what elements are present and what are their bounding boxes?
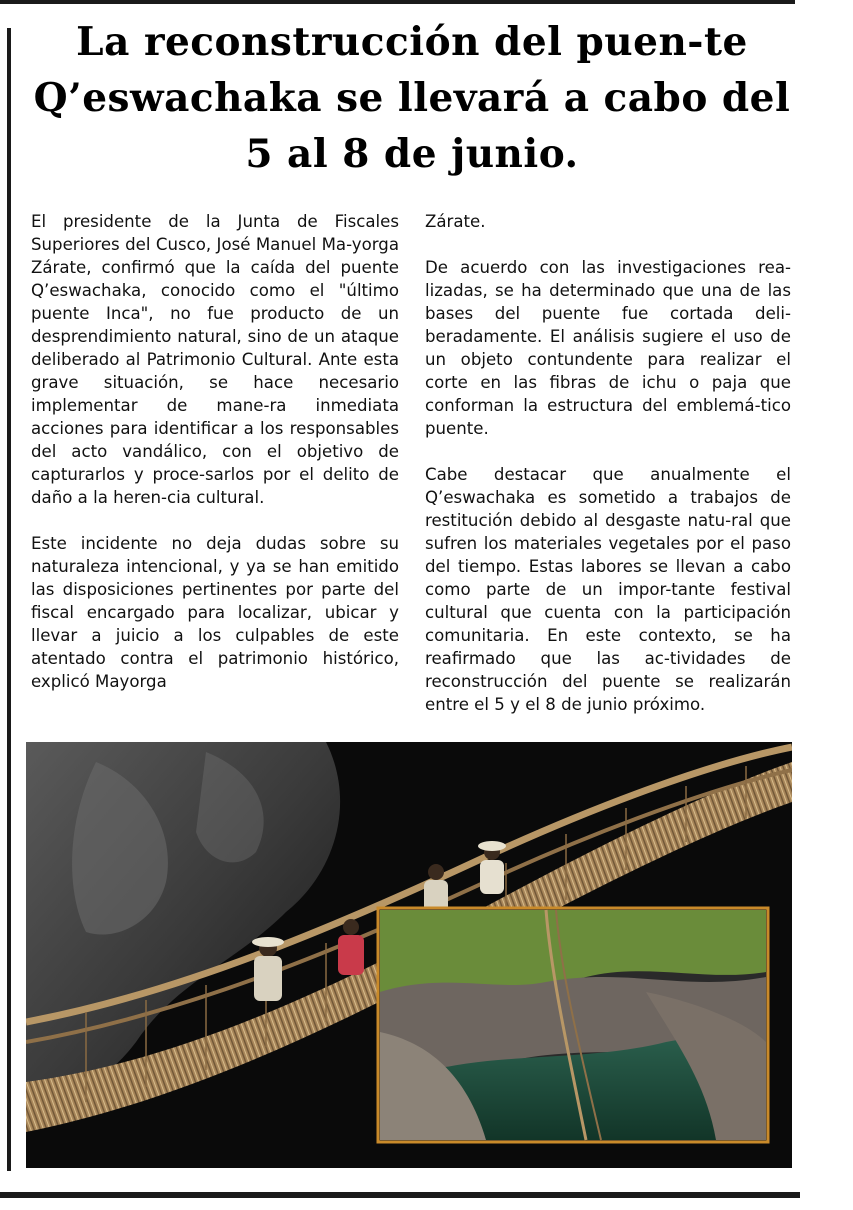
article-column-left (31, 210, 399, 716)
article-column-right (425, 210, 791, 739)
paragraph-4: Cabe destacar que anualmente el Q’eswachaka es sometido a trabajos de restitución debido al desgaste natu-ral que sufren los materiales vegetales por el paso del tiempo. Estas labores se llevan a cabo como parte de un impor-tante festival cultural que cuenta con la participación comunitaria. En este contexto, se ha reafirmado que las ac-tividades de reconstrucción del puente se realizarán entre el 5 y el 8 de junio próximo. (425, 465, 791, 714)
bridge-photo-illustration (26, 742, 792, 1168)
bridge-photo (26, 742, 792, 1168)
top-rule (0, 0, 795, 4)
paragraph-2-continued: Zárate. (425, 212, 486, 231)
inset-photo (378, 908, 768, 1142)
left-rule (7, 28, 11, 1171)
paragraph-3: De acuerdo con las investigaciones rea-lizadas, se ha determinado que una de las bases del puente fue cortada deli-beradamente. El análisis sugiere el uso de un objeto contundente para realizar el corte en las fibras de ichu o paja que conforman la estructura del emblemá-tico puente. (425, 258, 791, 438)
paragraph-2: Este incidente no deja dudas sobre su naturaleza intencional, y ya se han emitido las disposiciones pertinentes por parte del fiscal encargado para localizar, ubicar y llevar a juicio a los culpables de este atentado contra el patrimonio histórico, explicó Mayorga (31, 534, 399, 691)
bottom-rule (0, 1192, 800, 1198)
paragraph-1: El presidente de la Junta de Fiscales Superiores del Cusco, José Manuel Ma-yorga Zárate, confirmó que la caída del puente Q’eswachaka, conocido como el "último puente Inca", no fue producto de un desprendimiento natural, sino de un ataque deliberado al Patrimonio Cultural. Ante esta grave situación, se hace necesario implementar de mane-ra inmediata acciones para identificar a los responsables del acto vandálico, con el objetivo de capturarlos y proce-sarlos por el delito de daño a la heren-cia cultural. (31, 212, 399, 507)
article-headline: La reconstrucción del puen-te Q’eswachaka se llevará a cabo del 5 al 8 de junio. (33, 19, 791, 177)
